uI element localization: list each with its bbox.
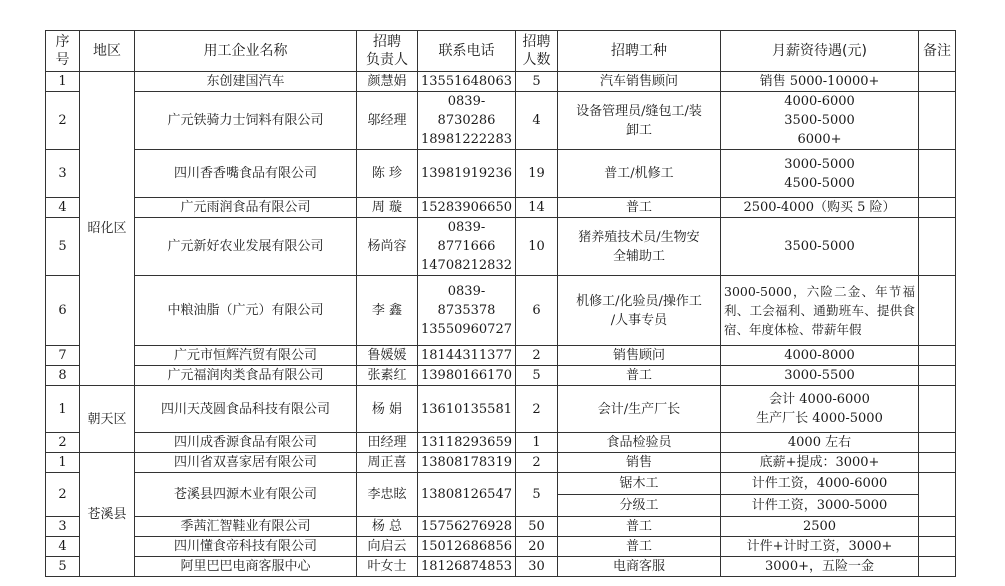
header-company: 用工企业名称	[135, 31, 357, 72]
cell-job: 普工/机修工	[558, 150, 721, 198]
cell-seq: 3	[46, 517, 80, 537]
table-row	[46, 366, 956, 386]
cell-count: 5	[516, 72, 558, 92]
cell-salary: 3000-5500	[721, 366, 919, 386]
cell-seq: 3	[46, 150, 80, 198]
cell-notes	[919, 557, 956, 577]
cell-contact: 向启云	[357, 537, 418, 557]
cell-salary: 2500	[721, 517, 919, 537]
cell-count: 2	[516, 346, 558, 366]
cell-job: 电商客服	[558, 557, 721, 577]
cell-job: 猪养殖技术员/生物安 全辅助工	[558, 218, 721, 276]
header-job: 招聘工种	[558, 31, 721, 72]
cell-company: 广元福润肉类食品有限公司	[135, 366, 357, 386]
cell-contact: 周正喜	[357, 453, 418, 473]
cell-seq: 2	[46, 92, 80, 150]
cell-count: 5	[516, 366, 558, 386]
cell-salary: 计件+计时工资，3000+	[721, 537, 919, 557]
cell-salary: 4000-6000 3500-5000 6000+	[721, 92, 919, 150]
cell-notes	[919, 276, 956, 346]
cell-notes	[919, 198, 956, 218]
cell-company: 四川省双喜家居有限公司	[135, 453, 357, 473]
cell-phone: 13610135581	[418, 386, 516, 433]
cell-job: 普工	[558, 366, 721, 386]
cell-company: 四川香香嘴食品有限公司	[135, 150, 357, 198]
table-row	[46, 517, 956, 537]
table-row	[46, 453, 956, 473]
cell-seq: 5	[46, 557, 80, 577]
cell-job: 销售	[558, 453, 721, 473]
cell-phone: 13980166170	[418, 366, 516, 386]
cell-notes	[919, 92, 956, 150]
table-row	[46, 386, 956, 433]
cell-phone: 13981919236	[418, 150, 516, 198]
cell-job: 分级工	[558, 495, 721, 517]
cell-job: 普工	[558, 198, 721, 218]
cell-notes	[919, 453, 956, 473]
cell-phone: 13118293659	[418, 433, 516, 453]
region-chaotian: 朝天区	[80, 386, 135, 453]
header-phone: 联系电话	[418, 31, 516, 72]
cell-job: 普工	[558, 517, 721, 537]
cell-salary: 计件工资，3000-5000	[721, 495, 919, 517]
cell-company: 苍溪县四源木业有限公司	[135, 473, 357, 517]
cell-contact: 田经理	[357, 433, 418, 453]
recruitment-table	[45, 30, 956, 577]
cell-phone: 18126874853	[418, 557, 516, 577]
table-row	[46, 473, 956, 495]
cell-notes	[919, 473, 956, 517]
cell-company: 四川懂食帝科技有限公司	[135, 537, 357, 557]
cell-seq: 4	[46, 537, 80, 557]
cell-company: 四川天茂圆食品科技有限公司	[135, 386, 357, 433]
cell-seq: 2	[46, 473, 80, 517]
cell-salary: 会计 4000-6000 生产厂长 4000-5000	[721, 386, 919, 433]
cell-contact: 陈 珍	[357, 150, 418, 198]
cell-count: 2	[516, 453, 558, 473]
cell-salary: 销售 5000-10000+	[721, 72, 919, 92]
cell-phone: 0839-8771666 14708212832	[418, 218, 516, 276]
cell-seq: 1	[46, 386, 80, 433]
cell-count: 20	[516, 537, 558, 557]
cell-count: 1	[516, 433, 558, 453]
cell-seq: 4	[46, 198, 80, 218]
cell-seq: 8	[46, 366, 80, 386]
header-notes: 备注	[919, 31, 956, 72]
cell-notes	[919, 517, 956, 537]
cell-contact: 颜慧娟	[357, 72, 418, 92]
cell-phone: 13551648063	[418, 72, 516, 92]
header-seq: 序 号	[46, 31, 80, 72]
cell-salary: 3000-5000，六险二金、年节福利、工会福利、通勤班车、提供食宿、年度体检、带薪年假	[721, 276, 919, 346]
cell-notes	[919, 150, 956, 198]
cell-salary: 3000+，五险一金	[721, 557, 919, 577]
cell-seq: 1	[46, 72, 80, 92]
cell-contact: 周 璇	[357, 198, 418, 218]
cell-phone: 15012686856	[418, 537, 516, 557]
cell-notes	[919, 433, 956, 453]
cell-company: 季茜汇智鞋业有限公司	[135, 517, 357, 537]
cell-company: 广元新好农业发展有限公司	[135, 218, 357, 276]
cell-contact: 张素红	[357, 366, 418, 386]
cell-notes	[919, 72, 956, 92]
cell-job: 汽车销售顾问	[558, 72, 721, 92]
cell-salary: 3500-5000	[721, 218, 919, 276]
cell-company: 阿里巴巴电商客服中心	[135, 557, 357, 577]
cell-seq: 7	[46, 346, 80, 366]
cell-notes	[919, 386, 956, 433]
table-row	[46, 276, 956, 346]
header-region: 地区	[80, 31, 135, 72]
cell-seq: 5	[46, 218, 80, 276]
cell-company: 中粮油脂（广元）有限公司	[135, 276, 357, 346]
table-row	[46, 92, 956, 150]
cell-salary: 4000-8000	[721, 346, 919, 366]
cell-salary: 底薪+提成：3000+	[721, 453, 919, 473]
cell-contact: 邬经理	[357, 92, 418, 150]
cell-job: 普工	[558, 537, 721, 557]
table-row	[46, 346, 956, 366]
cell-phone: 13808178319	[418, 453, 516, 473]
cell-contact: 杨 总	[357, 517, 418, 537]
cell-phone: 15756276928	[418, 517, 516, 537]
cell-company: 广元市恒辉汽贸有限公司	[135, 346, 357, 366]
cell-count: 10	[516, 218, 558, 276]
cell-seq: 6	[46, 276, 80, 346]
cell-phone: 15283906650	[418, 198, 516, 218]
region-zhaohua: 昭化区	[80, 72, 135, 386]
cell-contact: 杨尚容	[357, 218, 418, 276]
cell-notes	[919, 537, 956, 557]
region-cangxi: 苍溪县	[80, 453, 135, 577]
header-salary: 月薪资待遇(元)	[721, 31, 919, 72]
table-row	[46, 433, 956, 453]
table-row	[46, 537, 956, 557]
cell-job: 食品检验员	[558, 433, 721, 453]
cell-contact: 叶女士	[357, 557, 418, 577]
cell-company: 广元铁骑力士饲料有限公司	[135, 92, 357, 150]
table-row	[46, 557, 956, 577]
cell-phone: 0839-8735378 13550960727	[418, 276, 516, 346]
cell-contact: 李 鑫	[357, 276, 418, 346]
cell-notes	[919, 366, 956, 386]
cell-phone: 18144311377	[418, 346, 516, 366]
cell-count: 50	[516, 517, 558, 537]
table-header	[46, 31, 956, 72]
cell-salary: 4000 左右	[721, 433, 919, 453]
cell-phone: 13808126547	[418, 473, 516, 517]
cell-count: 4	[516, 92, 558, 150]
cell-count: 5	[516, 473, 558, 517]
cell-job: 锯木工	[558, 473, 721, 495]
cell-job: 机修工/化验员/操作工 /人事专员	[558, 276, 721, 346]
cell-seq: 1	[46, 453, 80, 473]
cell-job: 会计/生产厂长	[558, 386, 721, 433]
cell-job: 设备管理员/缝包工/装 卸工	[558, 92, 721, 150]
cell-company: 四川成香源食品有限公司	[135, 433, 357, 453]
cell-count: 19	[516, 150, 558, 198]
cell-count: 6	[516, 276, 558, 346]
cell-seq: 2	[46, 433, 80, 453]
table-row	[46, 150, 956, 198]
cell-notes	[919, 346, 956, 366]
cell-phone: 0839-8730286 18981222283	[418, 92, 516, 150]
cell-salary: 计件工资，4000-6000	[721, 473, 919, 495]
cell-notes	[919, 218, 956, 276]
header-contact: 招聘 负责人	[357, 31, 418, 72]
cell-salary: 2500-4000（购买 5 险）	[721, 198, 919, 218]
cell-contact: 鲁媛媛	[357, 346, 418, 366]
cell-company: 广元雨润食品有限公司	[135, 198, 357, 218]
cell-count: 30	[516, 557, 558, 577]
cell-count: 2	[516, 386, 558, 433]
cell-company: 东创建国汽车	[135, 72, 357, 92]
cell-contact: 李忠眩	[357, 473, 418, 517]
header-count: 招聘 人数	[516, 31, 558, 72]
table-row	[46, 198, 956, 218]
cell-count: 14	[516, 198, 558, 218]
cell-job: 销售顾问	[558, 346, 721, 366]
cell-contact: 杨 娟	[357, 386, 418, 433]
table-row	[46, 218, 956, 276]
cell-salary: 3000-5000 4500-5000	[721, 150, 919, 198]
table-row	[46, 72, 956, 92]
